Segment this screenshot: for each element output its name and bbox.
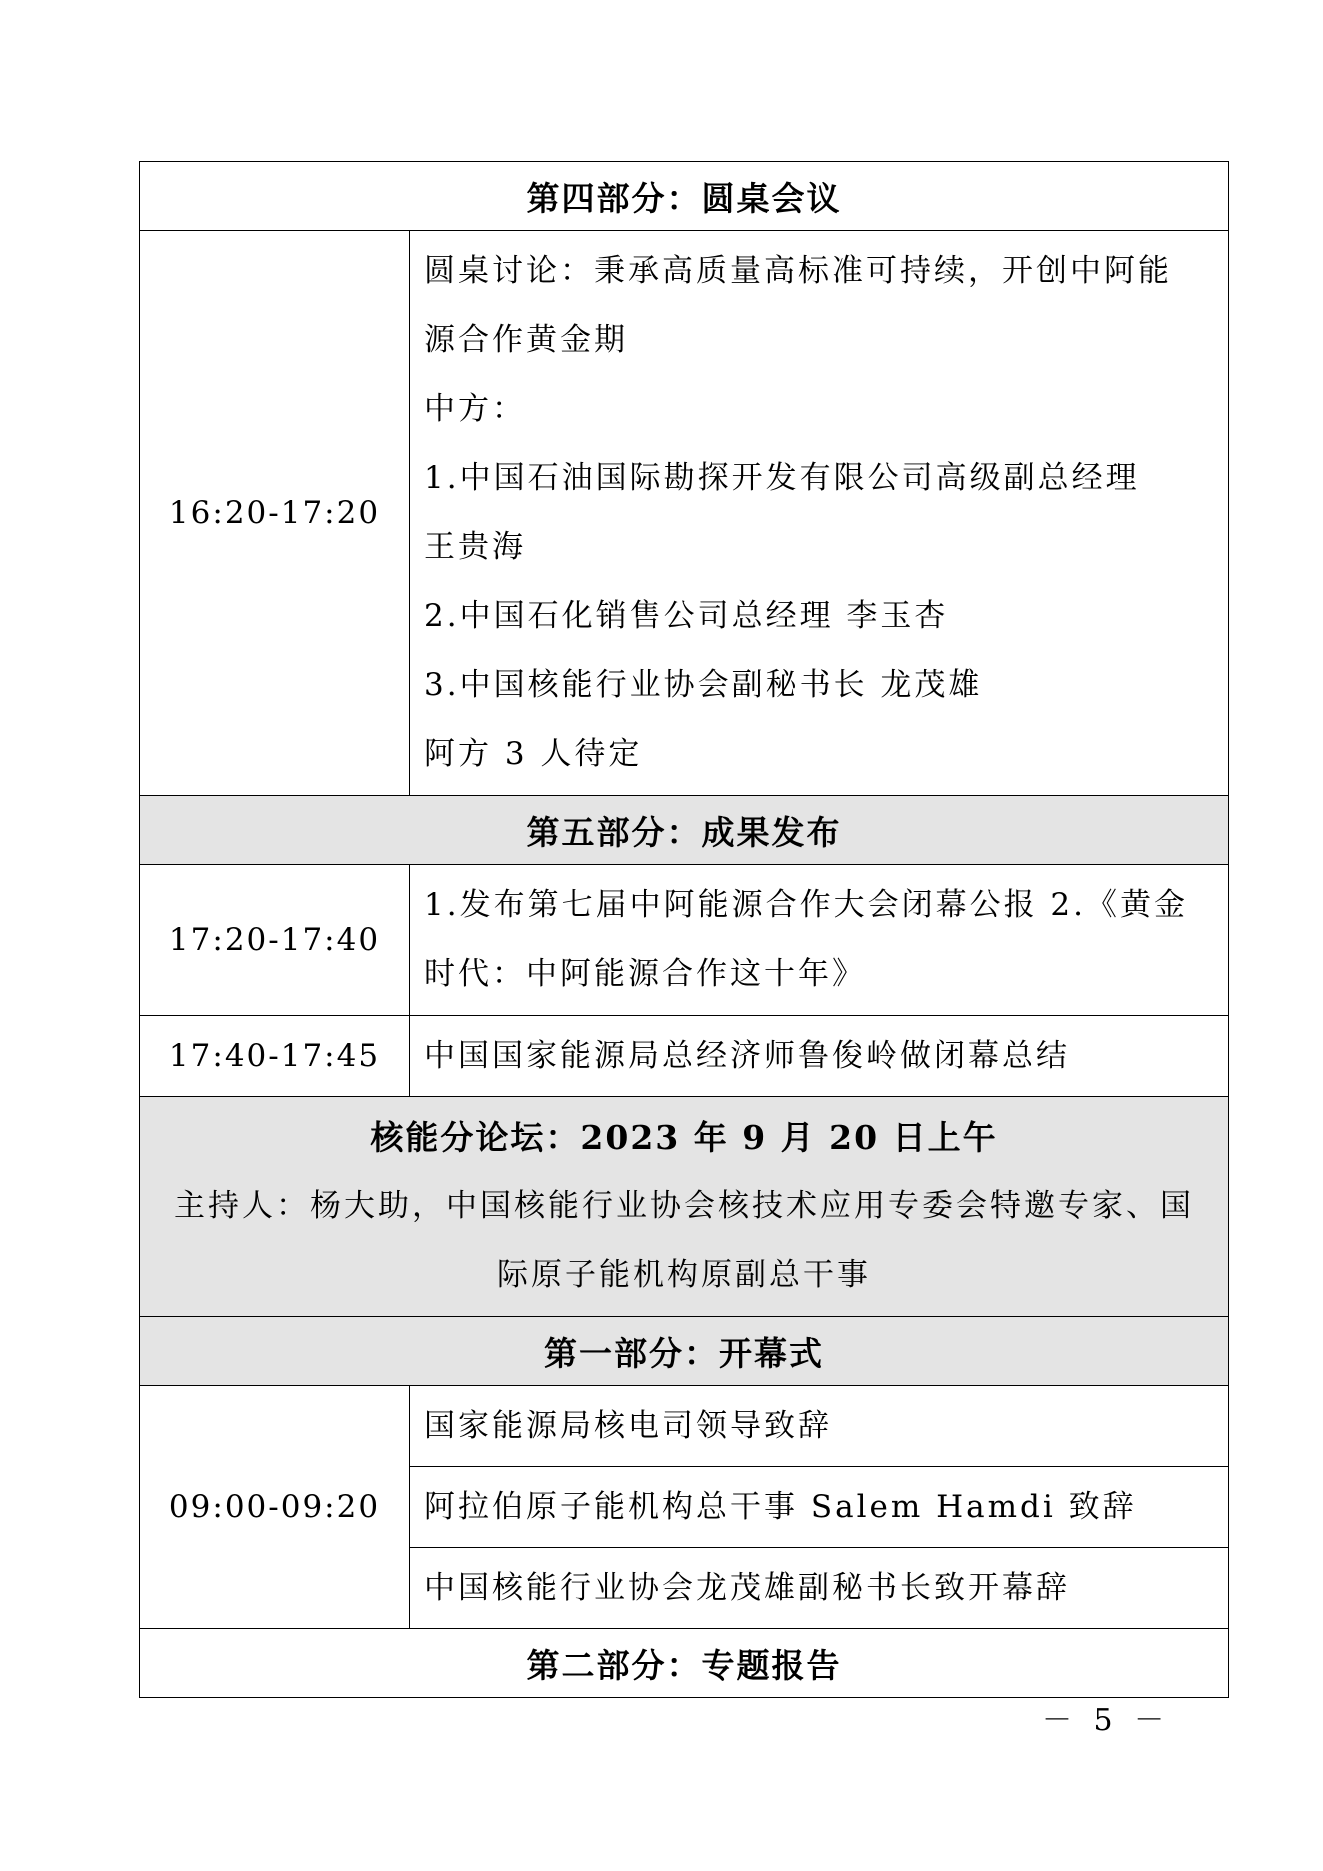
content-line: 阿方 3 人待定 <box>424 736 643 772</box>
content-line: 1.中国石油国际勘探开发有限公司高级副总经理 <box>424 460 1140 496</box>
content-line: 源合作黄金期 <box>424 322 628 358</box>
content-line: 时代：中阿能源合作这十年》 <box>424 956 866 992</box>
agenda-row <box>140 1386 1229 1467</box>
section-title: 第一部分：开幕式 <box>140 1317 1229 1386</box>
content-cell <box>410 1467 1229 1548</box>
agenda-table <box>139 161 1229 1698</box>
content-line: 阿拉伯原子能机构总干事 Salem Hamdi 致辞 <box>424 1489 1137 1525</box>
section-header-part4 <box>140 162 1229 231</box>
section-title: 第二部分：专题报告 <box>140 1629 1229 1698</box>
content-line: 国家能源局核电司领导致辞 <box>424 1408 832 1444</box>
content-cell <box>410 1386 1229 1467</box>
time-cell: 09:00-09:20 <box>140 1386 410 1629</box>
forum-header-cell <box>140 1097 1229 1317</box>
content-line: 中国核能行业协会龙茂雄副秘书长致开幕辞 <box>424 1570 1070 1606</box>
agenda-row <box>140 1016 1229 1097</box>
content-line: 2.中国石化销售公司总经理 李玉杏 <box>424 598 949 634</box>
section-header-part1 <box>140 1317 1229 1386</box>
content-cell <box>410 1016 1229 1097</box>
content-cell <box>410 865 1229 1016</box>
agenda-row <box>140 865 1229 1016</box>
content-cell <box>410 231 1229 796</box>
content-line: 3.中国核能行业协会副秘书长 龙茂雄 <box>424 667 983 703</box>
section-header-part2 <box>140 1629 1229 1698</box>
content-cell <box>410 1548 1229 1629</box>
section-title: 第五部分：成果发布 <box>140 796 1229 865</box>
page-number: － 5 － <box>1042 1703 1171 1738</box>
forum-host-line: 际原子能机构原副总干事 <box>497 1257 871 1293</box>
forum-header-nuclear <box>140 1097 1229 1317</box>
forum-title: 核能分论坛：2023 年 9 月 20 日上午 <box>370 1118 998 1157</box>
content-line: 圆桌讨论：秉承高质量高标准可持续，开创中阿能 <box>424 253 1172 289</box>
time-cell: 17:20-17:40 <box>140 865 410 1016</box>
forum-host-line: 主持人：杨大助，中国核能行业协会核技术应用专委会特邀专家、国 <box>174 1188 1194 1224</box>
agenda-row <box>140 231 1229 796</box>
content-line: 中国国家能源局总经济师鲁俊岭做闭幕总结 <box>424 1038 1070 1074</box>
section-header-part5 <box>140 796 1229 865</box>
time-cell: 17:40-17:45 <box>140 1016 410 1097</box>
time-cell: 16:20-17:20 <box>140 231 410 796</box>
content-line: 王贵海 <box>424 529 526 565</box>
section-title: 第四部分：圆桌会议 <box>140 162 1229 231</box>
content-line: 1.发布第七届中阿能源合作大会闭幕公报 2.《黄金 <box>424 887 1189 923</box>
content-line: 中方： <box>424 391 526 427</box>
